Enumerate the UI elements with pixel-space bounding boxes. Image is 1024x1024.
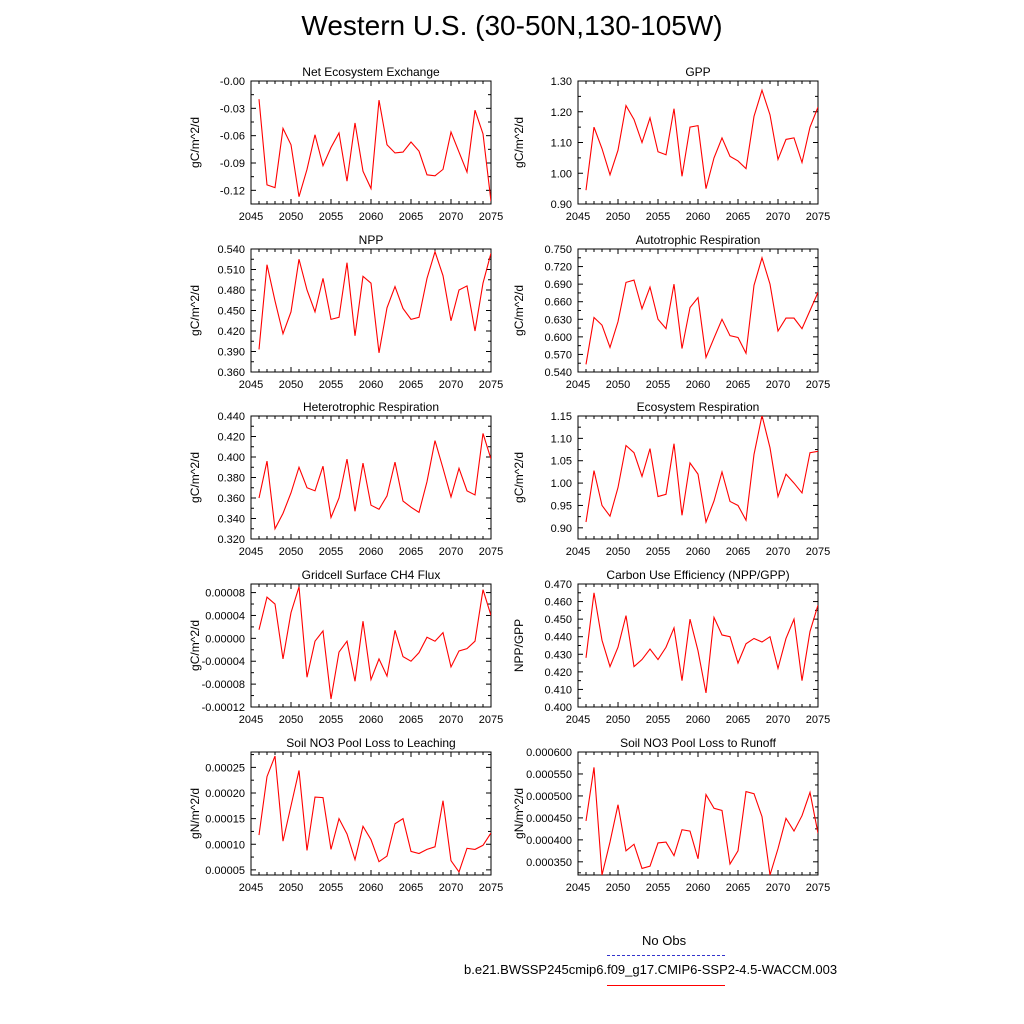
series-line xyxy=(259,252,491,353)
x-tick-label: 2050 xyxy=(278,714,304,726)
chart-panel-6 xyxy=(512,400,830,558)
x-tick-label: 2075 xyxy=(478,546,504,558)
y-tick-label: 0.420 xyxy=(544,666,572,679)
y-tick-label: 0.95 xyxy=(550,500,572,513)
chart-title: GPP xyxy=(685,65,711,79)
y-tick-label: 0.90 xyxy=(550,199,572,211)
y-tick-label: 0.00000 xyxy=(205,633,245,646)
x-tick-label: 2060 xyxy=(685,546,711,558)
x-tick-label: 2070 xyxy=(765,211,791,223)
y-axis-label: gC/m^2/d xyxy=(188,117,202,168)
y-tick-label: 0.000600 xyxy=(526,747,572,759)
y-tick-label: 0.400 xyxy=(544,702,572,714)
series-line xyxy=(586,767,818,875)
y-tick-label: -0.00 xyxy=(219,76,245,88)
chart-title: Autotrophic Respiration xyxy=(635,233,761,247)
y-tick-label: 0.360 xyxy=(217,493,245,505)
y-tick-label: 0.540 xyxy=(544,367,572,379)
y-tick-label: 0.420 xyxy=(217,431,245,444)
x-tick-label: 2065 xyxy=(398,546,424,558)
x-tick-label: 2060 xyxy=(685,882,711,894)
x-tick-label: 2050 xyxy=(605,211,631,223)
x-tick-label: 2050 xyxy=(605,379,631,391)
x-tick-label: 2065 xyxy=(398,882,424,894)
plot-frame xyxy=(251,249,491,372)
chart-title: Soil NO3 Pool Loss to Runoff xyxy=(620,736,776,750)
plot-frame xyxy=(578,416,818,539)
x-tick-label: 2070 xyxy=(438,882,464,894)
y-tick-label: 0.410 xyxy=(544,684,572,697)
y-tick-label: 0.000400 xyxy=(526,834,572,847)
y-tick-label: 0.420 xyxy=(217,326,245,338)
x-tick-label: 2070 xyxy=(438,211,464,223)
x-tick-label: 2050 xyxy=(278,211,304,223)
y-tick-label: 0.600 xyxy=(544,331,572,344)
x-tick-label: 2045 xyxy=(565,882,591,894)
x-tick-label: 2060 xyxy=(685,379,711,391)
x-tick-label: 2060 xyxy=(358,379,384,391)
y-tick-label: -0.00008 xyxy=(201,679,245,692)
chart-title: Net Ecosystem Exchange xyxy=(302,65,440,79)
y-tick-label: -0.03 xyxy=(219,103,245,116)
series-line xyxy=(586,258,818,365)
x-tick-label: 2055 xyxy=(318,379,344,391)
y-tick-label: 1.05 xyxy=(550,455,572,468)
x-tick-label: 2065 xyxy=(725,379,751,391)
y-tick-label: -0.00004 xyxy=(201,656,245,669)
x-tick-label: 2045 xyxy=(565,546,591,558)
x-tick-label: 2045 xyxy=(565,379,591,391)
y-tick-label: 0.000550 xyxy=(526,768,572,781)
x-tick-label: 2055 xyxy=(645,714,671,726)
x-tick-label: 2075 xyxy=(805,546,831,558)
y-tick-label: -0.06 xyxy=(219,130,245,143)
x-tick-label: 2075 xyxy=(478,882,504,894)
y-axis-label: gC/m^2/d xyxy=(512,285,526,336)
chart-panel-5 xyxy=(188,400,503,558)
x-tick-label: 2045 xyxy=(238,379,264,391)
y-tick-label: 0.00020 xyxy=(205,788,245,800)
x-tick-label: 2060 xyxy=(358,714,384,726)
legend-obs-label: No Obs xyxy=(642,933,687,948)
chart-title: Carbon Use Efficiency (NPP/GPP) xyxy=(606,568,790,582)
x-tick-label: 2055 xyxy=(645,211,671,223)
x-tick-label: 2045 xyxy=(565,714,591,726)
y-tick-label: 0.720 xyxy=(544,261,572,274)
y-axis-label: gC/m^2/d xyxy=(188,285,202,336)
y-tick-label: 0.380 xyxy=(217,472,245,485)
x-tick-label: 2075 xyxy=(805,211,831,223)
chart-title: NPP xyxy=(358,233,384,247)
y-tick-label: 0.400 xyxy=(217,452,245,464)
series-line xyxy=(259,756,491,872)
series-line xyxy=(259,99,491,201)
x-tick-label: 2055 xyxy=(318,211,344,223)
x-tick-label: 2070 xyxy=(438,379,464,391)
y-tick-label: 0.340 xyxy=(217,513,245,526)
x-tick-label: 2075 xyxy=(478,211,504,223)
x-tick-label: 2075 xyxy=(478,714,504,726)
y-tick-label: 0.00005 xyxy=(205,864,245,877)
y-tick-label: 0.90 xyxy=(550,522,572,535)
y-tick-label: 1.10 xyxy=(550,137,572,150)
y-tick-label: 0.660 xyxy=(544,296,572,309)
y-tick-label: 0.360 xyxy=(217,367,245,379)
y-tick-label: 0.470 xyxy=(544,579,572,591)
x-tick-label: 2070 xyxy=(765,379,791,391)
chart-panel-10 xyxy=(512,736,830,894)
chart-panel-4 xyxy=(512,233,830,391)
x-tick-label: 2065 xyxy=(398,714,424,726)
y-tick-label: 1.20 xyxy=(550,106,572,119)
x-tick-label: 2075 xyxy=(478,379,504,391)
y-tick-label: 0.000500 xyxy=(526,790,572,803)
x-tick-label: 2075 xyxy=(805,379,831,391)
series-line xyxy=(259,433,491,528)
x-tick-label: 2045 xyxy=(565,211,591,223)
x-tick-label: 2065 xyxy=(725,714,751,726)
y-tick-label: 0.00025 xyxy=(205,762,245,775)
x-tick-label: 2065 xyxy=(725,546,751,558)
plot-frame xyxy=(578,81,818,204)
chart-panel-8 xyxy=(512,568,830,726)
x-tick-label: 2050 xyxy=(278,379,304,391)
y-axis-label: gC/m^2/d xyxy=(512,117,526,168)
chart-title: Ecosystem Respiration xyxy=(636,400,760,414)
figure-title: Western U.S. (30-50N,130-105W) xyxy=(301,10,723,41)
y-tick-label: 0.00004 xyxy=(205,610,245,623)
y-tick-label: 0.390 xyxy=(217,346,245,359)
x-tick-label: 2045 xyxy=(238,882,264,894)
y-axis-label: gC/m^2/d xyxy=(188,452,202,503)
y-tick-label: 0.440 xyxy=(544,631,572,644)
x-tick-label: 2065 xyxy=(725,211,751,223)
plot-frame xyxy=(251,752,491,875)
x-tick-label: 2050 xyxy=(605,546,631,558)
y-tick-label: 0.430 xyxy=(544,649,572,662)
y-tick-label: 0.00010 xyxy=(205,839,245,852)
x-tick-label: 2050 xyxy=(278,546,304,558)
y-tick-label: 0.510 xyxy=(217,264,245,277)
x-tick-label: 2070 xyxy=(765,882,791,894)
x-tick-label: 2055 xyxy=(318,714,344,726)
plot-frame xyxy=(251,416,491,539)
plot-frame xyxy=(578,584,818,707)
plot-frame xyxy=(578,249,818,372)
chart-panel-2 xyxy=(512,65,830,223)
chart-panel-7 xyxy=(188,568,503,726)
chart-panel-1 xyxy=(188,65,503,223)
x-tick-label: 2045 xyxy=(238,714,264,726)
x-tick-label: 2075 xyxy=(805,882,831,894)
x-tick-label: 2045 xyxy=(238,211,264,223)
x-tick-label: 2060 xyxy=(358,211,384,223)
y-tick-label: 0.630 xyxy=(544,314,572,327)
y-tick-label: 0.450 xyxy=(544,614,572,627)
y-axis-label: gN/m^2/d xyxy=(512,788,526,839)
x-tick-label: 2050 xyxy=(605,882,631,894)
x-tick-label: 2055 xyxy=(318,882,344,894)
x-tick-label: 2060 xyxy=(358,546,384,558)
y-tick-label: 0.570 xyxy=(544,349,572,362)
y-tick-label: 0.440 xyxy=(217,411,245,423)
y-tick-label: 0.000350 xyxy=(526,856,572,869)
y-tick-label: 1.15 xyxy=(550,411,572,423)
x-tick-label: 2065 xyxy=(398,211,424,223)
y-tick-label: 1.00 xyxy=(550,168,572,181)
chart-panel-3 xyxy=(188,233,503,391)
y-tick-label: 0.540 xyxy=(217,244,245,256)
x-tick-label: 2065 xyxy=(725,882,751,894)
chart-title: Heterotrophic Respiration xyxy=(302,400,440,414)
y-tick-label: -0.00012 xyxy=(201,702,245,714)
series-line xyxy=(586,416,818,522)
x-tick-label: 2070 xyxy=(438,546,464,558)
y-tick-label: 0.460 xyxy=(544,596,572,609)
x-tick-label: 2055 xyxy=(645,882,671,894)
x-tick-label: 2075 xyxy=(805,714,831,726)
y-tick-label: 1.10 xyxy=(550,433,572,446)
x-tick-label: 2065 xyxy=(398,379,424,391)
y-tick-label: 0.320 xyxy=(217,534,245,546)
y-tick-label: 0.690 xyxy=(544,279,572,292)
x-tick-label: 2060 xyxy=(358,882,384,894)
series-line xyxy=(586,593,818,693)
plot-frame xyxy=(251,584,491,707)
x-tick-label: 2055 xyxy=(645,379,671,391)
x-tick-label: 2050 xyxy=(605,714,631,726)
y-tick-label: 0.00015 xyxy=(205,813,245,826)
chart-title: Soil NO3 Pool Loss to Leaching xyxy=(286,736,456,750)
legend-model-label: b.e21.BWSSP245cmip6.f09_g17.CMIP6-SSP2-4.5-WACCM.003 xyxy=(464,962,838,977)
y-tick-label: 0.480 xyxy=(217,285,245,297)
x-tick-label: 2060 xyxy=(685,714,711,726)
y-axis-label: gN/m^2/d xyxy=(188,788,202,839)
chart-panel-9 xyxy=(188,736,503,894)
y-tick-label: 0.00008 xyxy=(205,587,245,600)
y-tick-label: 0.000450 xyxy=(526,812,572,825)
y-axis-label: NPP/GPP xyxy=(512,618,526,673)
series-line xyxy=(586,90,818,190)
y-tick-label: 1.00 xyxy=(550,478,572,491)
y-tick-label: 1.30 xyxy=(550,76,572,88)
y-tick-label: -0.12 xyxy=(219,185,245,198)
x-tick-label: 2070 xyxy=(765,714,791,726)
y-tick-label: 0.750 xyxy=(544,244,572,256)
y-axis-label: gC/m^2/d xyxy=(188,620,202,671)
x-tick-label: 2070 xyxy=(438,714,464,726)
chart-title: Gridcell Surface CH4 Flux xyxy=(301,568,441,582)
x-tick-label: 2050 xyxy=(278,882,304,894)
x-tick-label: 2045 xyxy=(238,546,264,558)
y-axis-label: gC/m^2/d xyxy=(512,452,526,503)
x-tick-label: 2055 xyxy=(318,546,344,558)
x-tick-label: 2070 xyxy=(765,546,791,558)
x-tick-label: 2060 xyxy=(685,211,711,223)
x-tick-label: 2055 xyxy=(645,546,671,558)
series-line xyxy=(259,587,491,699)
y-tick-label: -0.09 xyxy=(219,158,245,170)
y-tick-label: 0.450 xyxy=(217,305,245,318)
